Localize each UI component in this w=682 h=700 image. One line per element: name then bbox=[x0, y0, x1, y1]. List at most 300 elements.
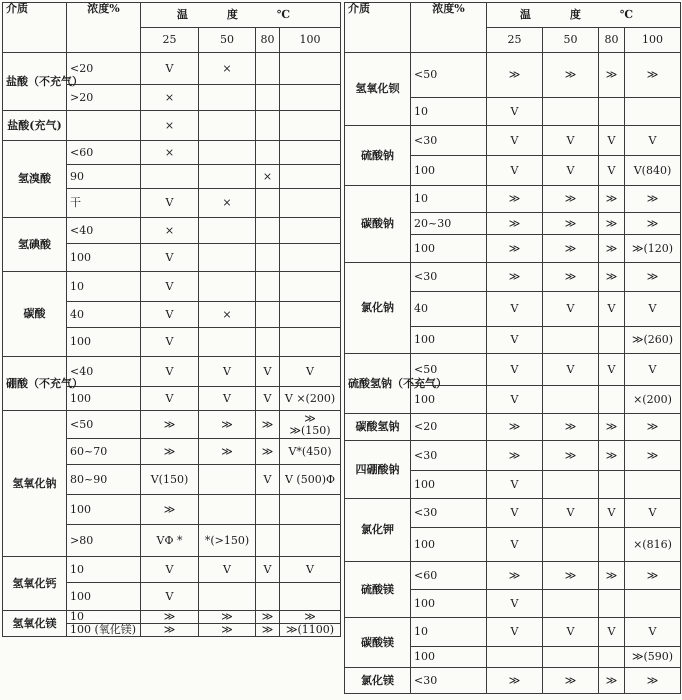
resistance-cell-100 bbox=[625, 327, 681, 354]
resistance-cell-100 bbox=[625, 590, 681, 618]
resistance-mark: ×(816) bbox=[633, 537, 672, 551]
resistance-mark: V bbox=[566, 362, 575, 376]
table-row bbox=[345, 354, 681, 386]
concentration-cell: <30 bbox=[411, 126, 487, 156]
resistance-cell-50 bbox=[543, 618, 599, 647]
resistance-cell-50 bbox=[199, 141, 256, 165]
resistance-mark: × bbox=[222, 196, 232, 209]
resistance-mark: V bbox=[510, 392, 519, 406]
resistance-mark: V bbox=[263, 562, 272, 576]
resistance-mark: V bbox=[607, 163, 616, 177]
concentration-cell: <30 bbox=[411, 441, 487, 471]
resistance-mark: V bbox=[607, 362, 616, 376]
resistance-cell-80 bbox=[256, 53, 280, 85]
resistance-mark: ≫ bbox=[646, 68, 659, 81]
concentration-cell: 100 bbox=[411, 386, 487, 414]
resistance-cell-80 bbox=[256, 583, 280, 611]
resistance-cell-100 bbox=[280, 624, 341, 637]
resistance-mark: ≫ bbox=[508, 673, 521, 687]
resistance-mark: V bbox=[223, 562, 231, 576]
resistance-mark: ≫ bbox=[221, 417, 233, 431]
concentration-cell: <60 bbox=[67, 141, 141, 165]
resistance-cell-80 bbox=[599, 98, 625, 126]
resistance-cell-50 bbox=[199, 583, 256, 611]
header-temp-100: 100 bbox=[625, 28, 681, 53]
concentration-cell: 80~90 bbox=[67, 465, 141, 495]
resistance-cell-80 bbox=[256, 302, 280, 328]
resistance-cell-100 bbox=[280, 272, 341, 302]
medium-name: 硼酸（不充气） bbox=[3, 357, 67, 411]
concentration-cell: <30 bbox=[411, 263, 487, 292]
resistance-cell-25 bbox=[141, 495, 199, 525]
resistance-cell-100 bbox=[280, 141, 341, 165]
resistance-mark: V bbox=[607, 302, 616, 315]
concentration-cell: 10 bbox=[411, 186, 487, 213]
resistance-mark: ≫ bbox=[508, 241, 521, 255]
resistance-mark: ≫ bbox=[261, 417, 274, 431]
resistance-mark: V bbox=[223, 391, 231, 405]
resistance-cell-50 bbox=[543, 186, 599, 213]
resistance-cell-25 bbox=[487, 213, 543, 235]
resistance-cell-100 bbox=[625, 499, 681, 528]
resistance-mark: ≫ bbox=[564, 448, 577, 462]
resistance-mark: ≫ bbox=[564, 270, 577, 283]
resistance-cell-25 bbox=[487, 98, 543, 126]
resistance-cell-50 bbox=[543, 327, 599, 354]
resistance-cell-80 bbox=[599, 53, 625, 98]
resistance-mark: V bbox=[510, 506, 519, 519]
resistance-mark: ≫ bbox=[564, 216, 577, 230]
right-table bbox=[344, 2, 681, 694]
resistance-cell-100 bbox=[280, 583, 341, 611]
medium-name: 氯化钠 bbox=[345, 263, 411, 354]
resistance-cell-50 bbox=[199, 387, 256, 411]
resistance-cell-50 bbox=[199, 411, 256, 439]
header-concentration: 浓度% bbox=[67, 3, 141, 53]
resistance-mark: ≫ bbox=[564, 192, 577, 205]
resistance-cell-50 bbox=[543, 386, 599, 414]
resistance-mark: V bbox=[648, 625, 657, 638]
resistance-cell-80 bbox=[256, 557, 280, 583]
resistance-mark: V bbox=[607, 133, 616, 147]
resistance-mark: V bbox=[165, 196, 174, 209]
resistance-cell-100 bbox=[625, 235, 681, 263]
resistance-cell-80 bbox=[256, 328, 280, 357]
resistance-cell-80 bbox=[256, 439, 280, 465]
resistance-mark: ≫ ≫(150) bbox=[289, 411, 331, 437]
resistance-cell-100 bbox=[625, 647, 681, 668]
medium-name: 氢碘酸 bbox=[3, 218, 67, 272]
concentration-cell: >80 bbox=[67, 525, 141, 557]
resistance-cell-80 bbox=[599, 327, 625, 354]
concentration-cell: 100 (氧化镁) bbox=[67, 624, 141, 637]
resistance-mark: ≫ bbox=[605, 68, 618, 81]
resistance-cell-50 bbox=[199, 525, 256, 557]
resistance-mark: ≫ bbox=[304, 610, 316, 623]
resistance-cell-80 bbox=[256, 218, 280, 244]
resistance-mark: ≫ bbox=[508, 216, 521, 230]
table-row bbox=[3, 611, 341, 624]
resistance-mark: ≫ bbox=[646, 568, 659, 582]
header-temp-25: 25 bbox=[141, 28, 199, 53]
resistance-mark: ≫ bbox=[605, 568, 618, 582]
resistance-mark: V bbox=[165, 391, 174, 405]
concentration-cell: 100 bbox=[411, 471, 487, 499]
medium-name: 盐酸(充气) bbox=[3, 111, 67, 141]
resistance-cell-80 bbox=[599, 441, 625, 471]
concentration-cell: <50 bbox=[67, 411, 141, 439]
resistance-mark: ≫ bbox=[163, 502, 176, 516]
resistance-cell-100 bbox=[625, 98, 681, 126]
resistance-cell-50 bbox=[543, 235, 599, 263]
resistance-cell-80 bbox=[599, 292, 625, 327]
resistance-cell-100 bbox=[280, 411, 341, 439]
resistance-mark: ≫ bbox=[221, 444, 233, 458]
resistance-mark: ≫ bbox=[605, 216, 618, 230]
resistance-cell-25 bbox=[487, 414, 543, 441]
resistance-mark: V bbox=[510, 362, 519, 376]
medium-name: 碳酸 bbox=[3, 272, 67, 357]
resistance-mark: ≫ bbox=[646, 420, 659, 433]
table-row bbox=[3, 218, 341, 244]
resistance-mark: V bbox=[648, 302, 657, 315]
concentration-cell: <30 bbox=[411, 499, 487, 528]
resistance-mark: V bbox=[566, 625, 575, 638]
resistance-cell-80 bbox=[256, 387, 280, 411]
resistance-cell-50 bbox=[543, 668, 599, 694]
resistance-mark: ≫ bbox=[508, 568, 521, 582]
resistance-cell-80 bbox=[599, 414, 625, 441]
resistance-cell-50 bbox=[543, 441, 599, 471]
resistance-cell-50 bbox=[199, 85, 256, 111]
table-row bbox=[3, 272, 341, 302]
header-medium: 介质 bbox=[345, 3, 411, 53]
header-temp-100: 100 bbox=[280, 28, 341, 53]
resistance-cell-25 bbox=[487, 499, 543, 528]
concentration-cell: 干 bbox=[67, 189, 141, 218]
table-row bbox=[345, 263, 681, 292]
resistance-cell-80 bbox=[256, 189, 280, 218]
resistance-mark: V bbox=[165, 279, 174, 293]
medium-name: 硫酸钠 bbox=[345, 126, 411, 186]
resistance-mark: V bbox=[223, 364, 231, 378]
resistance-cell-50 bbox=[199, 439, 256, 465]
resistance-mark: V bbox=[510, 104, 519, 118]
resistance-mark: × bbox=[164, 118, 175, 132]
concentration-cell: 20~30 bbox=[411, 213, 487, 235]
resistance-mark: V bbox=[510, 133, 519, 147]
resistance-mark: V bbox=[165, 61, 174, 75]
resistance-cell-80 bbox=[256, 85, 280, 111]
resistance-mark: × bbox=[222, 307, 232, 321]
resistance-cell-100 bbox=[625, 414, 681, 441]
concentration-cell: 100 bbox=[411, 647, 487, 668]
resistance-cell-25 bbox=[141, 272, 199, 302]
resistance-cell-80 bbox=[256, 272, 280, 302]
resistance-cell-25 bbox=[487, 263, 543, 292]
resistance-mark: V bbox=[648, 133, 657, 147]
resistance-cell-25 bbox=[141, 53, 199, 85]
resistance-cell-25 bbox=[487, 186, 543, 213]
concentration-cell: <50 bbox=[411, 53, 487, 98]
table-row bbox=[3, 557, 341, 583]
resistance-cell-25 bbox=[141, 465, 199, 495]
medium-name: 氯化钾 bbox=[345, 499, 411, 562]
header-temp-50: 50 bbox=[199, 28, 256, 53]
resistance-mark: ≫ bbox=[646, 270, 659, 283]
resistance-mark: ≫ bbox=[605, 448, 618, 462]
resistance-cell-25 bbox=[487, 327, 543, 354]
resistance-cell-25 bbox=[141, 611, 199, 624]
resistance-mark: V bbox=[510, 537, 519, 551]
concentration-cell: 100 bbox=[67, 387, 141, 411]
resistance-cell-80 bbox=[599, 213, 625, 235]
medium-name: 氢溴酸 bbox=[3, 141, 67, 218]
resistance-cell-80 bbox=[256, 111, 280, 141]
resistance-cell-80 bbox=[256, 411, 280, 439]
resistance-mark: ≫ bbox=[261, 444, 274, 458]
resistance-cell-100 bbox=[625, 263, 681, 292]
resistance-cell-80 bbox=[256, 244, 280, 272]
resistance-cell-80 bbox=[599, 235, 625, 263]
resistance-mark: V bbox=[510, 333, 519, 346]
resistance-mark: ≫ bbox=[261, 623, 274, 636]
resistance-cell-80 bbox=[599, 618, 625, 647]
resistance-mark: V bbox=[566, 506, 575, 519]
resistance-mark: V bbox=[510, 477, 519, 491]
resistance-cell-100 bbox=[280, 465, 341, 495]
resistance-cell-80 bbox=[599, 354, 625, 386]
resistance-cell-25 bbox=[487, 292, 543, 327]
resistance-mark: V bbox=[566, 133, 575, 147]
resistance-mark: V ×(200) bbox=[284, 391, 336, 405]
resistance-cell-50 bbox=[199, 244, 256, 272]
resistance-mark: V*(450) bbox=[288, 444, 332, 458]
resistance-cell-80 bbox=[256, 465, 280, 495]
resistance-mark: VΦ * bbox=[156, 533, 183, 547]
resistance-mark: × bbox=[164, 223, 175, 237]
resistance-mark: ≫(120) bbox=[631, 241, 674, 255]
resistance-cell-80 bbox=[256, 495, 280, 525]
resistance-mark: V bbox=[510, 625, 519, 638]
resistance-cell-50 bbox=[199, 557, 256, 583]
concentration-cell: 10 bbox=[411, 98, 487, 126]
resistance-cell-25 bbox=[487, 668, 543, 694]
resistance-cell-80 bbox=[599, 668, 625, 694]
resistance-cell-50 bbox=[199, 357, 256, 387]
resistance-cell-100 bbox=[280, 357, 341, 387]
resistance-cell-80 bbox=[599, 590, 625, 618]
medium-name: 碳酸镁 bbox=[345, 618, 411, 668]
concentration-cell: 10 bbox=[67, 611, 141, 624]
table-row bbox=[345, 126, 681, 156]
resistance-cell-50 bbox=[199, 328, 256, 357]
resistance-mark: ≫ bbox=[508, 270, 521, 283]
resistance-cell-80 bbox=[256, 165, 280, 189]
resistance-mark: V bbox=[648, 362, 657, 376]
resistance-mark: ≫ bbox=[508, 448, 521, 462]
resistance-cell-25 bbox=[141, 218, 199, 244]
resistance-cell-25 bbox=[487, 562, 543, 590]
resistance-cell-50 bbox=[543, 414, 599, 441]
resistance-cell-80 bbox=[256, 357, 280, 387]
resistance-mark: V bbox=[165, 562, 174, 576]
resistance-mark: V bbox=[306, 364, 314, 378]
resistance-cell-25 bbox=[487, 647, 543, 668]
resistance-mark: V(150) bbox=[150, 472, 189, 486]
resistance-mark: ≫ bbox=[564, 420, 577, 433]
resistance-mark: ≫ bbox=[163, 623, 176, 636]
resistance-cell-100 bbox=[280, 439, 341, 465]
resistance-mark: V bbox=[607, 625, 616, 638]
resistance-cell-100 bbox=[280, 85, 341, 111]
resistance-mark: V bbox=[263, 364, 272, 378]
medium-name: 碳酸钠 bbox=[345, 186, 411, 263]
medium-name: 氢氧化钡 bbox=[345, 53, 411, 126]
resistance-cell-25 bbox=[487, 53, 543, 98]
resistance-cell-100 bbox=[280, 189, 341, 218]
resistance-cell-25 bbox=[487, 471, 543, 499]
resistance-cell-100 bbox=[280, 557, 341, 583]
resistance-mark: ≫ bbox=[646, 216, 659, 230]
resistance-mark: ≫ bbox=[646, 673, 659, 687]
resistance-cell-100 bbox=[625, 292, 681, 327]
resistance-cell-50 bbox=[543, 263, 599, 292]
resistance-mark: *(>150) bbox=[204, 533, 250, 547]
resistance-mark: ≫ bbox=[605, 270, 618, 283]
resistance-cell-100 bbox=[280, 525, 341, 557]
resistance-cell-80 bbox=[599, 647, 625, 668]
table-row bbox=[345, 186, 681, 213]
resistance-cell-50 bbox=[543, 590, 599, 618]
resistance-cell-80 bbox=[599, 263, 625, 292]
resistance-mark: ≫ bbox=[564, 241, 577, 255]
resistance-mark: V bbox=[263, 472, 272, 486]
medium-name: 氢氧化钙 bbox=[3, 557, 67, 611]
concentration-cell: 100 bbox=[411, 528, 487, 562]
resistance-mark: ≫ bbox=[646, 448, 659, 462]
resistance-cell-25 bbox=[141, 302, 199, 328]
concentration-cell: <30 bbox=[411, 668, 487, 694]
resistance-cell-80 bbox=[256, 611, 280, 624]
concentration-cell: >20 bbox=[67, 85, 141, 111]
resistance-mark: V bbox=[566, 163, 575, 177]
resistance-cell-25 bbox=[487, 590, 543, 618]
resistance-cell-100 bbox=[625, 53, 681, 98]
resistance-mark: ≫ bbox=[564, 568, 577, 582]
resistance-cell-25 bbox=[141, 583, 199, 611]
resistance-mark: × bbox=[164, 145, 175, 159]
medium-name: 盐酸（不充气） bbox=[3, 53, 67, 111]
header-concentration: 浓度% bbox=[411, 3, 487, 53]
resistance-cell-50 bbox=[543, 528, 599, 562]
concentration-cell: 100 bbox=[67, 495, 141, 525]
resistance-mark: ≫ bbox=[605, 673, 618, 687]
resistance-mark: ≫ bbox=[646, 192, 659, 205]
resistance-mark: × bbox=[262, 169, 273, 183]
resistance-mark: ≫ bbox=[564, 68, 577, 81]
resistance-cell-50 bbox=[543, 499, 599, 528]
resistance-cell-100 bbox=[625, 126, 681, 156]
resistance-cell-100 bbox=[625, 213, 681, 235]
resistance-mark: ≫ bbox=[221, 610, 233, 623]
resistance-cell-50 bbox=[543, 53, 599, 98]
concentration-cell: 10 bbox=[67, 272, 141, 302]
resistance-mark: ≫ bbox=[163, 444, 176, 458]
header-temp-25: 25 bbox=[487, 28, 543, 53]
resistance-cell-25 bbox=[141, 189, 199, 218]
resistance-cell-80 bbox=[599, 156, 625, 186]
resistance-mark: ≫(590) bbox=[631, 650, 674, 663]
concentration-cell: 100 bbox=[67, 244, 141, 272]
resistance-cell-50 bbox=[543, 156, 599, 186]
resistance-cell-25 bbox=[487, 618, 543, 647]
resistance-cell-25 bbox=[141, 165, 199, 189]
resistance-cell-25 bbox=[141, 439, 199, 465]
concentration-cell: <60 bbox=[411, 562, 487, 590]
medium-name: 硫酸氢钠（不充气） bbox=[345, 354, 411, 414]
resistance-cell-50 bbox=[543, 562, 599, 590]
resistance-mark: V(840) bbox=[633, 163, 672, 177]
concentration-cell: <20 bbox=[411, 414, 487, 441]
resistance-mark: ≫ bbox=[163, 610, 176, 623]
resistance-cell-80 bbox=[256, 525, 280, 557]
resistance-mark: ≫ bbox=[508, 192, 521, 205]
concentration-cell: 100 bbox=[411, 235, 487, 263]
resistance-cell-25 bbox=[487, 354, 543, 386]
resistance-cell-80 bbox=[599, 386, 625, 414]
resistance-mark: ≫ bbox=[605, 192, 618, 205]
resistance-cell-100 bbox=[625, 156, 681, 186]
resistance-cell-80 bbox=[256, 141, 280, 165]
table-row bbox=[3, 111, 341, 141]
resistance-mark: V bbox=[165, 250, 174, 264]
resistance-cell-100 bbox=[280, 328, 341, 357]
resistance-cell-50 bbox=[199, 272, 256, 302]
concentration-cell: 40 bbox=[411, 292, 487, 327]
resistance-cell-50 bbox=[543, 354, 599, 386]
resistance-mark: ≫ bbox=[163, 417, 176, 431]
resistance-cell-100 bbox=[625, 618, 681, 647]
resistance-mark: V bbox=[165, 364, 174, 378]
resistance-mark: V bbox=[165, 589, 174, 603]
header-temperature: 温 度 ℃ bbox=[487, 3, 681, 28]
resistance-cell-50 bbox=[543, 213, 599, 235]
concentration-cell: 100 bbox=[411, 327, 487, 354]
resistance-cell-25 bbox=[141, 525, 199, 557]
resistance-mark: ≫(1100) bbox=[285, 623, 335, 636]
resistance-cell-25 bbox=[141, 387, 199, 411]
resistance-cell-80 bbox=[599, 471, 625, 499]
resistance-mark: V bbox=[306, 562, 314, 576]
medium-name: 硫酸镁 bbox=[345, 562, 411, 618]
resistance-cell-50 bbox=[199, 165, 256, 189]
medium-name: 氯化镁 bbox=[345, 668, 411, 694]
concentration-cell: 100 bbox=[67, 328, 141, 357]
resistance-mark: V bbox=[607, 506, 616, 519]
table-row bbox=[345, 618, 681, 647]
resistance-cell-25 bbox=[487, 126, 543, 156]
resistance-cell-100 bbox=[280, 244, 341, 272]
left-table bbox=[2, 2, 341, 637]
header-temp-80: 80 bbox=[256, 28, 280, 53]
resistance-cell-25 bbox=[487, 441, 543, 471]
concentration-cell: <20 bbox=[67, 53, 141, 85]
resistance-cell-50 bbox=[543, 647, 599, 668]
resistance-mark: × bbox=[222, 61, 232, 75]
resistance-cell-50 bbox=[199, 189, 256, 218]
resistance-mark: V bbox=[510, 302, 519, 315]
